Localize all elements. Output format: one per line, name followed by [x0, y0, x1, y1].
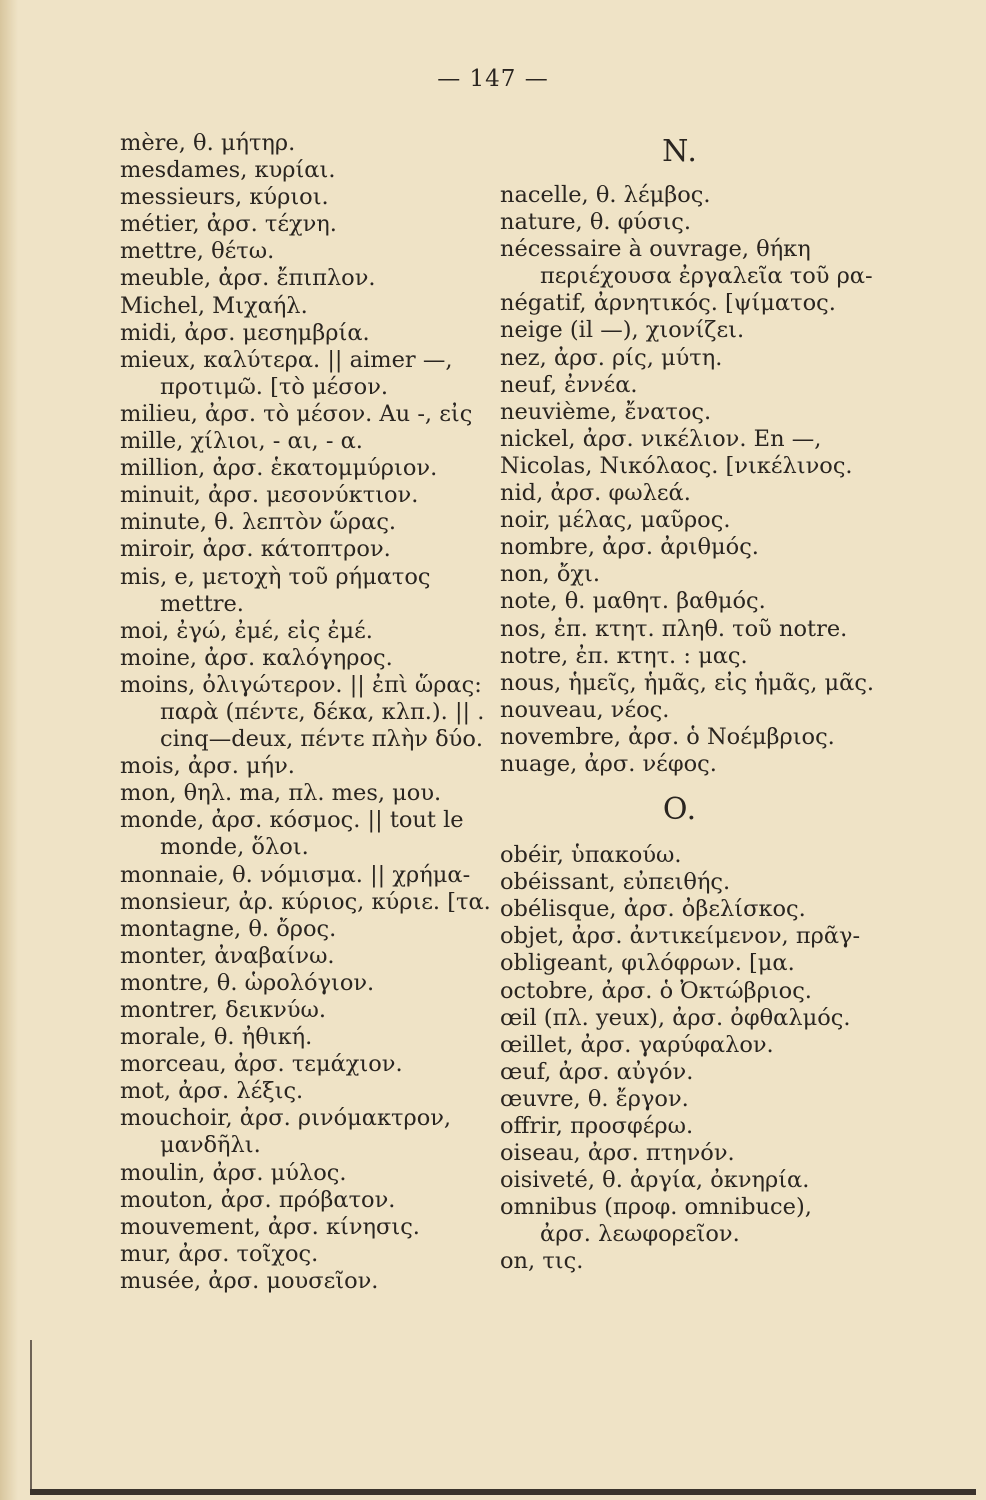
left-entry: monnaie, θ. νόμισμα. || χρήμα- — [120, 861, 471, 888]
left-entry: moulin, ἀρσ. μύλος. — [120, 1159, 347, 1186]
right-entry: omnibus (προφ. omnibuce), — [500, 1194, 812, 1221]
left-entry: monsieur, ἀρ. κύριος, κύριε. [τα. — [120, 888, 491, 915]
right-entry: obéir, ὑπακούω. — [500, 842, 682, 869]
left-entry: montagne, θ. ὄρος. — [120, 915, 337, 942]
left-entry: milieu, ἀρσ. τὸ μέσον. Au -, εἰς — [120, 400, 473, 427]
left-entry: million, ἀρσ. ἑκατομμύριον. — [120, 455, 438, 482]
right-entry: négatif, ἀρνητικός. [ψίματος. — [500, 290, 836, 317]
right-entry: œil (πλ. yeux), ἀρσ. ὀφθαλμός. — [500, 1004, 851, 1031]
right-entry: nous, ἡμεῖς, ἡμᾶς, εἰς ἡμᾶς, μᾶς. — [500, 669, 875, 696]
right-entry: nombre, ἀρσ. ἀριθμός. — [500, 534, 759, 561]
left-entry-continuation: monde, ὅλοι. — [160, 834, 309, 861]
left-entry: mesdames, κυρίαι. — [120, 157, 336, 184]
letter-heading: O. — [662, 792, 698, 828]
left-column — [120, 130, 490, 1295]
right-entry: offrir, προσφέρω. — [500, 1113, 694, 1139]
left-entry: mouchoir, ἀρσ. ρινόμακτρον, — [120, 1105, 452, 1132]
right-entry: obligeant, φιλόφρων. [μα. — [500, 950, 795, 977]
right-entry-continuation: ἀρσ. λεωφορεῖον. — [540, 1221, 740, 1248]
left-entry: mieux, καλύτερα. || aimer —, — [120, 346, 453, 373]
left-entry: métier, ἀρσ. τέχνη. — [120, 211, 337, 238]
left-entry: mon, θηλ. ma, πλ. mes, μου. — [120, 780, 442, 807]
right-entry: non, ὄχι. — [500, 561, 600, 588]
left-entry: mille, χίλιοι, - αι, - α. — [120, 428, 363, 455]
right-entry-continuation: περιέχουσα ἐργαλεῖα τοῦ ρα- — [540, 263, 873, 290]
left-entry: moi, ἐγώ, ἐμέ, εἰς ἐμέ. — [120, 617, 373, 644]
left-entry: messieurs, κύριοι. — [120, 184, 329, 211]
right-entry: nuage, ἀρσ. νέφος. — [500, 750, 717, 777]
right-entry: nature, θ. φύσις. — [500, 209, 692, 236]
left-entry: mis, e, μετοχὴ τοῦ ρήματος — [120, 563, 431, 590]
letter-heading: N. — [662, 134, 698, 169]
right-entry: on, τις. — [500, 1248, 584, 1275]
right-entry: Nicolas, Νικόλαος. [νικέλινος. — [500, 452, 853, 479]
left-entry: mur, ἀρσ. τοῖχος. — [120, 1240, 319, 1267]
page-number: — 147 — — [437, 66, 549, 92]
left-entry: morale, θ. ἠθική. — [120, 1024, 313, 1051]
left-entry: midi, ἀρσ. μεσημβρία. — [120, 319, 370, 346]
right-entry: oiseau, ἀρσ. πτηνόν. — [500, 1140, 735, 1167]
left-entry: moine, ἀρσ. καλόγηρος. — [120, 644, 393, 671]
right-entry: nid, ἀρσ. φωλεά. — [500, 480, 691, 507]
left-entry: musée, ἀρσ. μουσεῖον. — [120, 1267, 379, 1294]
right-entry: note, θ. μαθητ. βαθμός. — [500, 588, 766, 615]
right-entry: œuvre, θ. ἔργον. — [500, 1085, 689, 1112]
left-entry-continuation: mettre. — [160, 590, 244, 617]
left-entry: monter, ἀναβαίνω. — [120, 942, 335, 969]
left-entry: morceau, ἀρσ. τεμάχιον. — [120, 1051, 403, 1078]
right-entry: nécessaire à ouvrage, θήκη — [500, 236, 811, 263]
left-entry: meuble, ἀρσ. ἔπιπλον. — [120, 265, 376, 292]
left-entry-continuation: μανδῆλι. — [160, 1132, 261, 1159]
left-entry: mois, ἀρσ. μήν. — [120, 753, 295, 780]
left-entry: Michel, Μιχαήλ. — [120, 292, 308, 319]
left-entry: moins, ὀλιγώτερον. || ἐπὶ ὥρας: — [120, 671, 482, 698]
right-entry: neige (il —), χιονίζει. — [500, 317, 745, 344]
right-entry: neuvième, ἔνατος. — [500, 398, 712, 425]
left-entry-continuation: προτιμῶ. [τὸ μέσον. — [160, 373, 389, 400]
left-entry: mère, θ. μήτηρ. — [120, 130, 296, 156]
left-entry: mettre, θέτω. — [120, 238, 275, 265]
right-entry: obéissant, εὐπειθής. — [500, 869, 731, 896]
right-entry: œuf, ἀρσ. αὐγόν. — [500, 1058, 694, 1085]
right-entry: nouveau, νέος. — [500, 696, 670, 723]
right-entry: notre, ἐπ. κτητ. : μας. — [500, 642, 748, 669]
left-entry: montre, θ. ὡρολόγιον. — [120, 969, 375, 996]
left-entry: mouton, ἀρσ. πρόβατον. — [120, 1186, 396, 1213]
right-entry: nacelle, θ. λέμβος. — [500, 182, 711, 208]
left-entry-continuation: cinq—deux, πέντε πλὴν δύο. — [160, 726, 484, 753]
right-entry: nez, ἀρσ. ρίς, μύτη. — [500, 344, 723, 371]
left-entry: mouvement, ἀρσ. κίνησις. — [120, 1213, 420, 1240]
right-entry: novembre, ἀρσ. ὁ Νοέμβριος. — [500, 723, 835, 750]
right-entry: nos, ἐπ. κτητ. πληθ. τοῦ notre. — [500, 615, 848, 642]
page-edge-shadow — [0, 0, 18, 1500]
left-entry: montrer, δεικνύω. — [120, 997, 327, 1023]
right-column — [500, 130, 875, 1276]
right-entry: noir, μέλας, μαῦρος. — [500, 507, 731, 534]
page-bottom-border — [30, 1489, 976, 1495]
left-entry: minuit, ἀρσ. μεσονύκτιον. — [120, 482, 419, 509]
left-entry: miroir, ἀρσ. κάτοπτρον. — [120, 536, 391, 563]
right-entry: obélisque, ἀρσ. ὀβελίσκος. — [500, 896, 806, 923]
right-entry: oisiveté, θ. ἀργία, ὀκνηρία. — [500, 1167, 810, 1194]
left-entry: mot, ἀρσ. λέξις. — [120, 1078, 304, 1105]
left-entry-continuation: παρὰ (πέντε, δέκα, κλπ.). || . — [160, 698, 485, 725]
right-entry: neuf, ἐννέα. — [500, 371, 638, 398]
right-entry: œillet, ἀρσ. γαρύφαλον. — [500, 1031, 774, 1058]
left-entry: minute, θ. λεπτὸν ὥρας. — [120, 509, 397, 536]
left-entry: monde, ἀρσ. κόσμος. || tout le — [120, 807, 464, 834]
right-entry: objet, ἀρσ. ἀντικείμενον, πρᾶγ- — [500, 923, 861, 950]
right-entry: octobre, ἀρσ. ὁ Ὀκτώβριος. — [500, 977, 812, 1004]
page-margin-rule — [30, 1340, 32, 1490]
right-entry: nickel, ἀρσ. νικέλιον. En —, — [500, 425, 822, 452]
